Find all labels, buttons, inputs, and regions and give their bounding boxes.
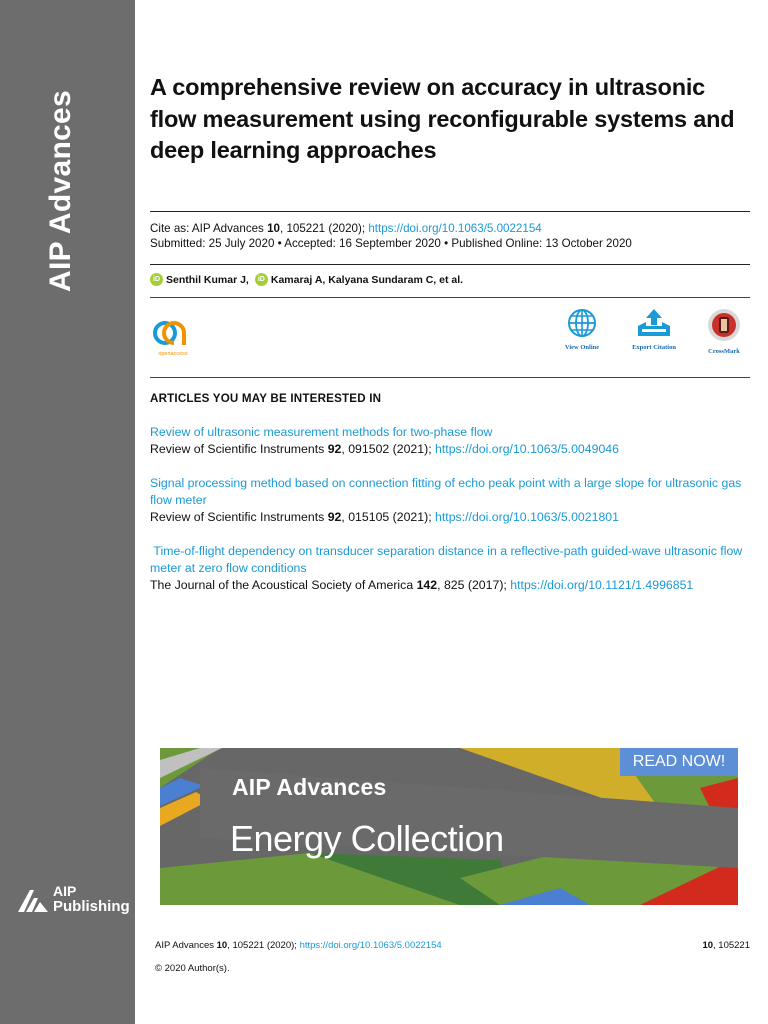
related-article-doi-link[interactable]: https://doi.org/10.1063/5.0021801 (435, 510, 619, 524)
export-citation-icon (636, 308, 672, 338)
dates-rule (150, 264, 750, 265)
related-article-1 (150, 424, 750, 458)
related-article-doi-link[interactable]: https://doi.org/10.1063/5.0049046 (435, 442, 619, 456)
aip-logo-text (53, 884, 130, 914)
related-article-volume: 92 (327, 442, 342, 456)
read-now-button[interactable]: READ NOW! (620, 748, 738, 776)
banner-collection-name: Energy Collection (230, 818, 504, 859)
footer-copyright: © 2020 Author(s). (155, 963, 230, 974)
related-article-pages: , 825 (2017); (437, 578, 511, 592)
related-article-pages: , 015105 (2021); (341, 510, 436, 524)
journal-name: AIP Advances (44, 89, 77, 292)
aip-logo-line1: AIP (53, 883, 77, 899)
orcid-icon[interactable]: iD (150, 273, 163, 286)
related-article-source (150, 509, 750, 526)
related-article-volume: 92 (327, 510, 342, 524)
aip-publishing-logo[interactable] (16, 884, 130, 914)
title-rule (150, 211, 750, 212)
footer-citation (155, 940, 442, 951)
export-citation-tool[interactable] (624, 308, 684, 351)
tools-rule (150, 377, 750, 378)
view-online-tool[interactable] (552, 308, 612, 351)
banner-journal-name: AIP Advances (232, 774, 387, 800)
related-articles-heading: ARTICLES YOU MAY BE INTERESTED IN (150, 392, 382, 405)
related-article-journal: Review of Scientific Instruments (150, 442, 328, 456)
related-article-2 (150, 475, 750, 526)
authors-rule (150, 297, 750, 298)
related-article-title-link[interactable]: Review of ultrasonic measurement methods for two-phase flow (150, 425, 493, 439)
crossmark-icon (707, 308, 741, 342)
citation-line (150, 221, 750, 236)
crossmark-label: CrossMark (708, 348, 740, 355)
cite-prefix: Cite as: AIP Advances (150, 222, 268, 235)
related-article-volume: 142 (416, 578, 438, 592)
aip-logo-line2: Publishing (53, 898, 130, 915)
open-access-label: openaccess (158, 351, 188, 357)
author-list (150, 273, 463, 286)
open-access-icon (152, 318, 194, 348)
related-article-source (150, 577, 750, 594)
related-article-source (150, 441, 750, 458)
footer-page-number (702, 940, 750, 951)
related-article-3 (150, 543, 750, 594)
footer-page-article: , 105221 (713, 940, 750, 951)
paper-doi-link[interactable]: https://doi.org/10.1063/5.0022154 (368, 222, 542, 235)
view-online-label: View Online (564, 344, 600, 351)
cite-volume: 10 (267, 222, 280, 235)
crossmark-tool[interactable] (694, 308, 754, 355)
aip-logo-icon (16, 884, 50, 914)
footer-cite-volume: 10 (216, 940, 228, 951)
author-others[interactable]: Kamaraj A, Kalyana Sundaram C, et al. (270, 273, 464, 286)
cite-rest: , 105221 (2020); (280, 222, 369, 235)
footer-cite-rest: , 105221 (2020); (227, 940, 300, 951)
footer-page-volume: 10 (702, 940, 714, 951)
related-article-doi-link[interactable]: https://doi.org/10.1121/1.4996851 (510, 578, 694, 592)
globe-icon (567, 308, 597, 338)
footer-cite-prefix: AIP Advances (155, 940, 217, 951)
related-article-title-link[interactable]: Time-of-flight dependency on transducer separation distance in a reflective-path guided-wave ultrasonic flow meter at zero flow conditions (150, 544, 746, 575)
author-first[interactable]: Senthil Kumar J, (166, 273, 249, 286)
related-article-title-link[interactable]: Signal processing method based on connection fitting of echo peak point with a large slope for ultrasonic gas flow meter (150, 476, 742, 507)
publication-dates: Submitted: 25 July 2020 • Accepted: 16 September 2020 • Published Online: 13 October 2020 (150, 237, 632, 250)
related-article-journal: The Journal of the Acoustical Society of America (150, 578, 417, 592)
export-citation-label: Export Citation (632, 344, 676, 351)
related-article-journal: Review of Scientific Instruments (150, 510, 328, 524)
journal-sidebar (0, 0, 135, 1024)
paper-title: A comprehensive review on accuracy in ultrasonic flow measurement using reconfigurable systems and deep learning approaches (150, 74, 735, 163)
energy-collection-banner[interactable] (160, 748, 738, 905)
open-access-badge (152, 318, 194, 357)
related-article-pages: , 091502 (2021); (341, 442, 436, 456)
orcid-icon[interactable]: iD (255, 273, 268, 286)
footer-doi-link[interactable]: https://doi.org/10.1063/5.0022154 (299, 940, 442, 951)
